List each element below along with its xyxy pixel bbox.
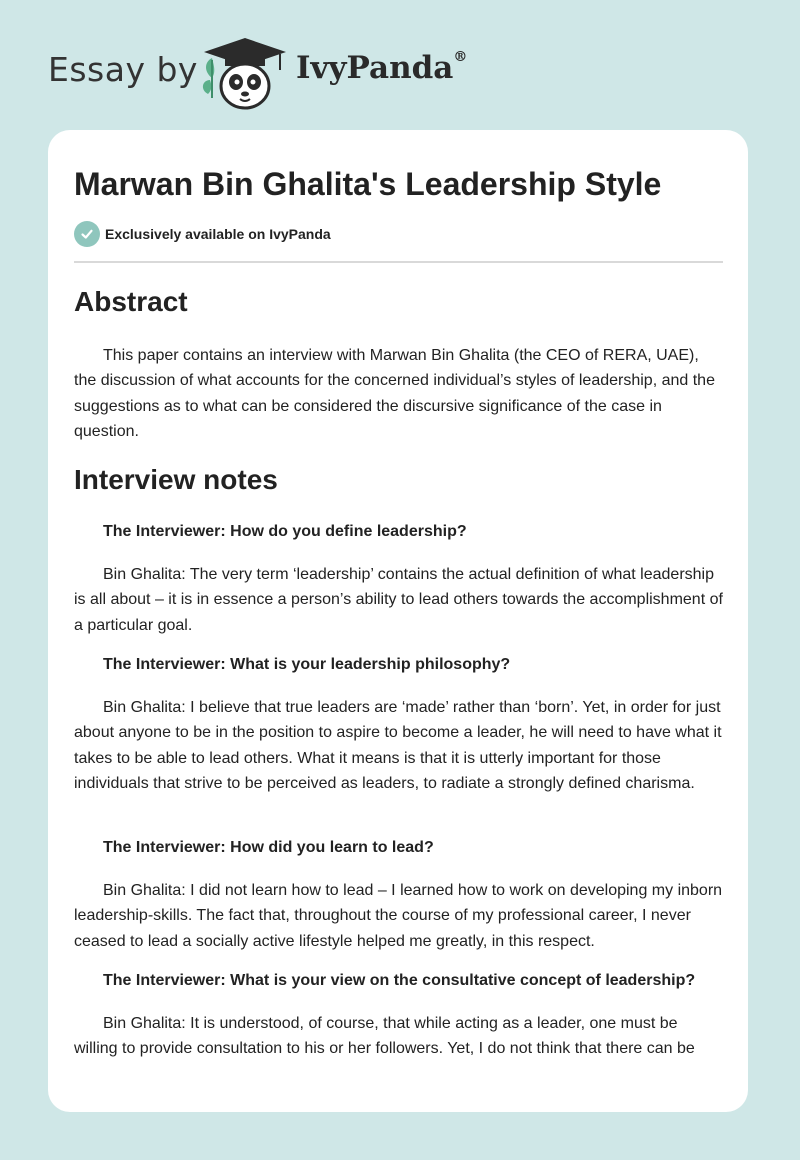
interview-answer: Bin Ghalita: I believe that true leaders are ‘made’ rather than ‘born’. Yet, in order for just about anyone to be in the position to aspire to become a leader, he will need to have what it takes to be able to lead others. What it means is that it is utterly important for those individuals that strive to be perceived as leaders, to radiate a strongly defined charisma.	[74, 699, 722, 792]
essay-title: Marwan Bin Ghalita's Leadership Style	[74, 166, 662, 202]
check-icon	[74, 221, 100, 247]
brand-name[interactable]	[296, 50, 467, 86]
interview-question: The Interviewer: How do you define leadership?	[103, 523, 467, 540]
exclusive-badge	[74, 221, 331, 247]
interview-answer: Bin Ghalita: It is understood, of course, that while acting as a leader, one must be willing to provide consultation to his or her followers. Yet, I do not think that there can be	[74, 1015, 695, 1058]
abstract-paragraph: This paper contains an interview with Marwan Bin Ghalita (the CEO of RERA, UAE), the discussion of what accounts for the concerned individual’s styles of leadership, and the suggestions as to what can be considered the discursive significance of the case in question.	[74, 347, 715, 440]
interview-question: The Interviewer: How did you learn to lead?	[103, 839, 434, 856]
section-heading-abstract: Abstract	[74, 286, 188, 317]
divider	[74, 261, 723, 263]
site-header	[0, 0, 800, 130]
essay-by-label: Essay by	[48, 50, 198, 89]
brand-text: IvyPanda	[296, 50, 454, 86]
panda-logo-icon[interactable]	[200, 36, 290, 110]
interview-answer: Bin Ghalita: I did not learn how to lead – I learned how to work on developing my inborn leadership-skills. The fact that, throughout the course of my professional career, I never ceased to lead a socially active lifestyle helped me greatly, in this respect.	[74, 882, 723, 950]
interview-answer: Bin Ghalita: The very term ‘leadership’ contains the actual definition of what leadership is all about – it is in essence a person’s ability to lead others towards the accomplishment of a particular goal.	[74, 566, 723, 634]
registered-mark: ®	[453, 48, 468, 65]
exclusive-label: Exclusively available on IvyPanda	[105, 226, 331, 242]
essay-card	[48, 130, 748, 1112]
section-heading-interview-notes: Interview notes	[74, 464, 278, 495]
interview-question: The Interviewer: What is your view on the consultative concept of leadership?	[103, 972, 696, 989]
interview-question: The Interviewer: What is your leadership philosophy?	[103, 656, 511, 673]
